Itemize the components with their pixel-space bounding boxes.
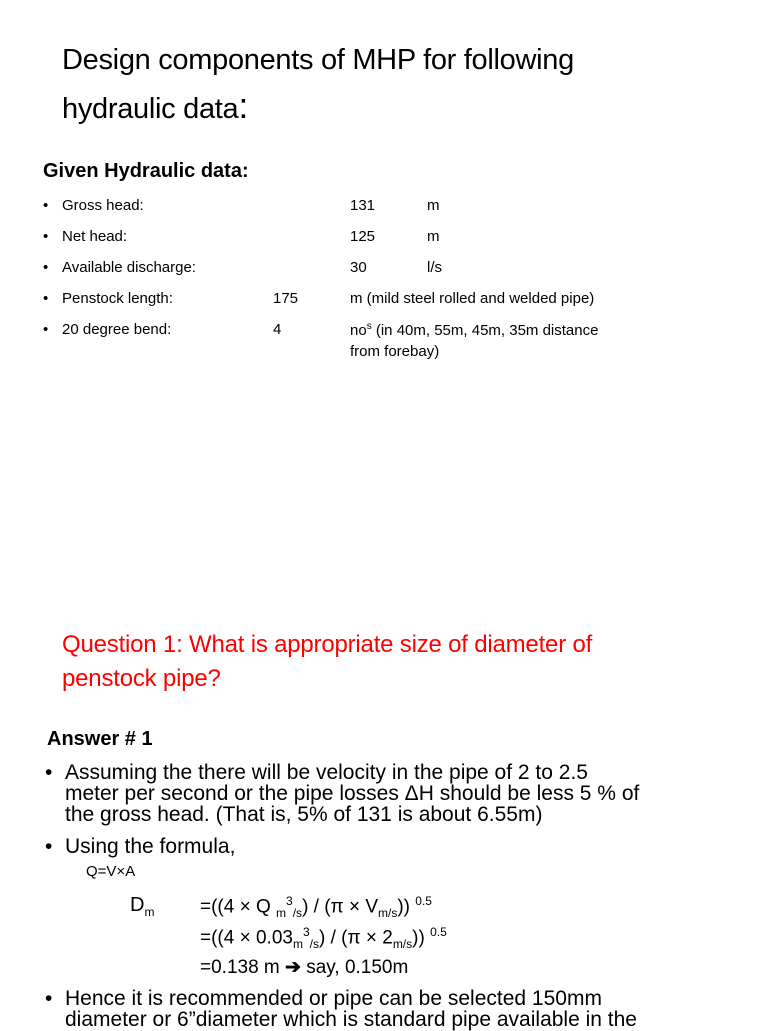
answer-p1-line1: Assuming the there will be velocity in the pipe of 2 to 2.5 <box>65 761 588 784</box>
f1-a: =((4 × Q <box>200 896 277 918</box>
page-title-line1: Design components of MHP for following <box>62 44 574 76</box>
formula-line-3 <box>200 956 408 979</box>
f1-three: 3 <box>286 894 293 908</box>
f1-b: ) / (π × V <box>302 896 378 918</box>
data-unit: m (mild steel rolled and welded pipe) <box>350 290 595 307</box>
f2-c: )) <box>412 927 431 949</box>
f2-m: m <box>292 937 303 952</box>
data-label: Penstock length: <box>62 290 173 307</box>
bullet-icon: • <box>45 987 53 1010</box>
answer-p1-line3: the gross head. (That is, 5% of 131 is about 6.55m) <box>65 803 543 826</box>
bullet-icon: • <box>45 761 53 784</box>
bullet-icon: • <box>45 835 53 858</box>
data-unit: l/s <box>427 259 442 276</box>
unit-rest: (in 40m, 55m, 45m, 35m distance <box>371 322 599 339</box>
data-unit: m <box>427 228 440 245</box>
unit-main: no <box>350 322 367 339</box>
f2-b: ) / (π × 2 <box>318 927 393 949</box>
dm-d: D <box>130 894 145 916</box>
bullet-icon: • <box>43 321 49 338</box>
answer-p3-line1: Hence it is recommended or pipe can be selected 150mm <box>65 987 602 1010</box>
data-unit: m <box>427 197 440 214</box>
data-label: Available discharge: <box>62 259 196 276</box>
data-value: 131 <box>350 197 376 214</box>
data-label: Net head: <box>62 228 128 245</box>
f3-a: =0.138 m <box>200 957 286 978</box>
data-value: 4 <box>273 321 282 338</box>
dm-sub: m <box>144 905 155 919</box>
page-title-colon: : <box>238 85 249 126</box>
unit-sup: s <box>366 321 372 332</box>
answer-p2-text: Using the formula, <box>65 835 236 858</box>
data-value: 175 <box>273 290 299 307</box>
f1-ms: m/s <box>378 906 398 921</box>
f2-s: /s <box>309 937 319 952</box>
f1-exp: 0.5 <box>415 894 432 908</box>
f2-ms: m/s <box>392 937 413 952</box>
bullet-icon: • <box>43 290 49 307</box>
data-value: 125 <box>350 228 376 245</box>
f1-c: )) <box>397 896 416 918</box>
f2-a: =((4 × 0.03 <box>200 927 293 949</box>
data-unit-line2: from forebay) <box>350 343 440 360</box>
question-line2: penstock pipe? <box>62 665 221 692</box>
formula-qva: Q=V×A <box>86 863 136 880</box>
f1-s: /s <box>292 906 303 921</box>
formula-line-2 <box>200 925 447 951</box>
data-value: 30 <box>350 259 367 276</box>
data-unit <box>350 321 598 339</box>
bullet-icon: • <box>43 259 49 276</box>
f2-exp: 0.5 <box>430 925 447 939</box>
f1-m: m <box>276 906 287 921</box>
given-data-heading: Given Hydraulic data: <box>43 160 249 182</box>
question-line1: Question 1: What is appropriate size of diameter of <box>62 631 593 658</box>
page-title-line2 <box>62 85 249 126</box>
formula-line-1 <box>200 894 432 920</box>
answer-p3-line2: diameter or 6”diameter which is standard pipe available in the <box>65 1008 637 1031</box>
answer-heading: Answer # 1 <box>47 728 153 750</box>
data-label: 20 degree bend: <box>62 321 172 338</box>
f3-b: say, 0.150m <box>300 957 409 978</box>
formula-dm <box>130 894 154 919</box>
right-arrow-icon: ➔ <box>285 957 301 978</box>
answer-p1-line2: meter per second or the pipe losses ΔH should be less 5 % of <box>65 782 640 805</box>
page-title-line2-text: hydraulic data <box>62 93 239 125</box>
bullet-icon: • <box>43 228 49 245</box>
f2-three: 3 <box>302 925 310 939</box>
data-label: Gross head: <box>62 197 144 214</box>
bullet-icon: • <box>43 197 49 214</box>
